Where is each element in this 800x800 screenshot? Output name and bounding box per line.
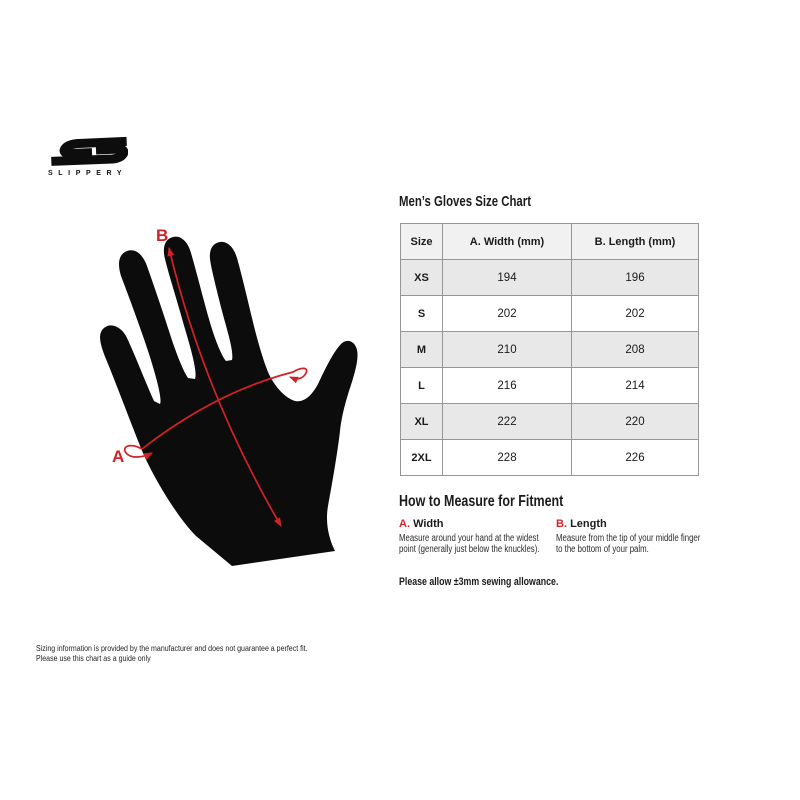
size-chart-title: Men’s Gloves Size Chart (399, 193, 531, 210)
slippery-logo-icon (48, 136, 128, 166)
brand-name: SLIPPERY (48, 170, 128, 177)
length-cell: 202 (572, 296, 699, 332)
size-cell: XL (401, 404, 443, 440)
length-cell: 208 (572, 332, 699, 368)
hand-silhouette-shape (100, 237, 357, 566)
measure-section-title: How to Measure for Fitment (399, 493, 564, 510)
size-chart-table (400, 223, 699, 476)
length-label-b: B (156, 226, 169, 245)
size-cell: S (401, 296, 443, 332)
brand-logo (48, 136, 132, 177)
disclaimer (36, 644, 345, 664)
width-cell: 194 (443, 260, 572, 296)
length-name: Length (570, 518, 607, 530)
width-cell: 210 (443, 332, 572, 368)
length-instruction-line: to the bottom of your palm. (556, 543, 649, 555)
width-instruction-line: Measure around your hand at the widest (399, 533, 539, 544)
length-cell: 214 (572, 368, 699, 404)
width-instruction-heading (399, 518, 555, 530)
width-instruction (399, 518, 555, 555)
width-arrow-curl-right (290, 368, 307, 378)
width-prefix: A. (399, 518, 410, 530)
disclaimer-line: Sizing information is provided by the manufacturer and does not guarantee a perfect fit. (36, 644, 308, 653)
col-header-width: A. Width (mm) (443, 224, 572, 260)
table-row (401, 440, 699, 476)
hand-diagram-svg (90, 218, 380, 578)
table-row (401, 368, 699, 404)
table-header-row (401, 224, 699, 260)
table-row (401, 260, 699, 296)
size-cell: M (401, 332, 443, 368)
width-instruction-line: point (generally just below the knuckles). (399, 543, 540, 555)
length-instruction-heading (556, 518, 712, 530)
length-instruction (556, 518, 712, 555)
table-row (401, 332, 699, 368)
size-chart-panel (399, 195, 711, 615)
glove-measurement-diagram (90, 218, 380, 578)
col-header-length: B. Length (mm) (572, 224, 699, 260)
size-cell: XS (401, 260, 443, 296)
length-cell: 226 (572, 440, 699, 476)
size-cell: 2XL (401, 440, 443, 476)
size-cell: L (401, 368, 443, 404)
sewing-allowance-note: Please allow ±3mm sewing allowance. (399, 576, 559, 588)
table-row (401, 296, 699, 332)
width-cell: 216 (443, 368, 572, 404)
width-cell: 222 (443, 404, 572, 440)
width-label-a: A (112, 447, 125, 466)
col-header-size: Size (401, 224, 443, 260)
width-cell: 228 (443, 440, 572, 476)
width-name: Width (413, 518, 444, 530)
length-prefix: B. (556, 518, 567, 530)
table-row (401, 404, 699, 440)
width-cell: 202 (443, 296, 572, 332)
disclaimer-line: Please use this chart as a guide only (36, 654, 151, 663)
length-cell: 196 (572, 260, 699, 296)
length-cell: 220 (572, 404, 699, 440)
length-instruction-line: Measure from the tip of your middle finger (556, 533, 701, 544)
